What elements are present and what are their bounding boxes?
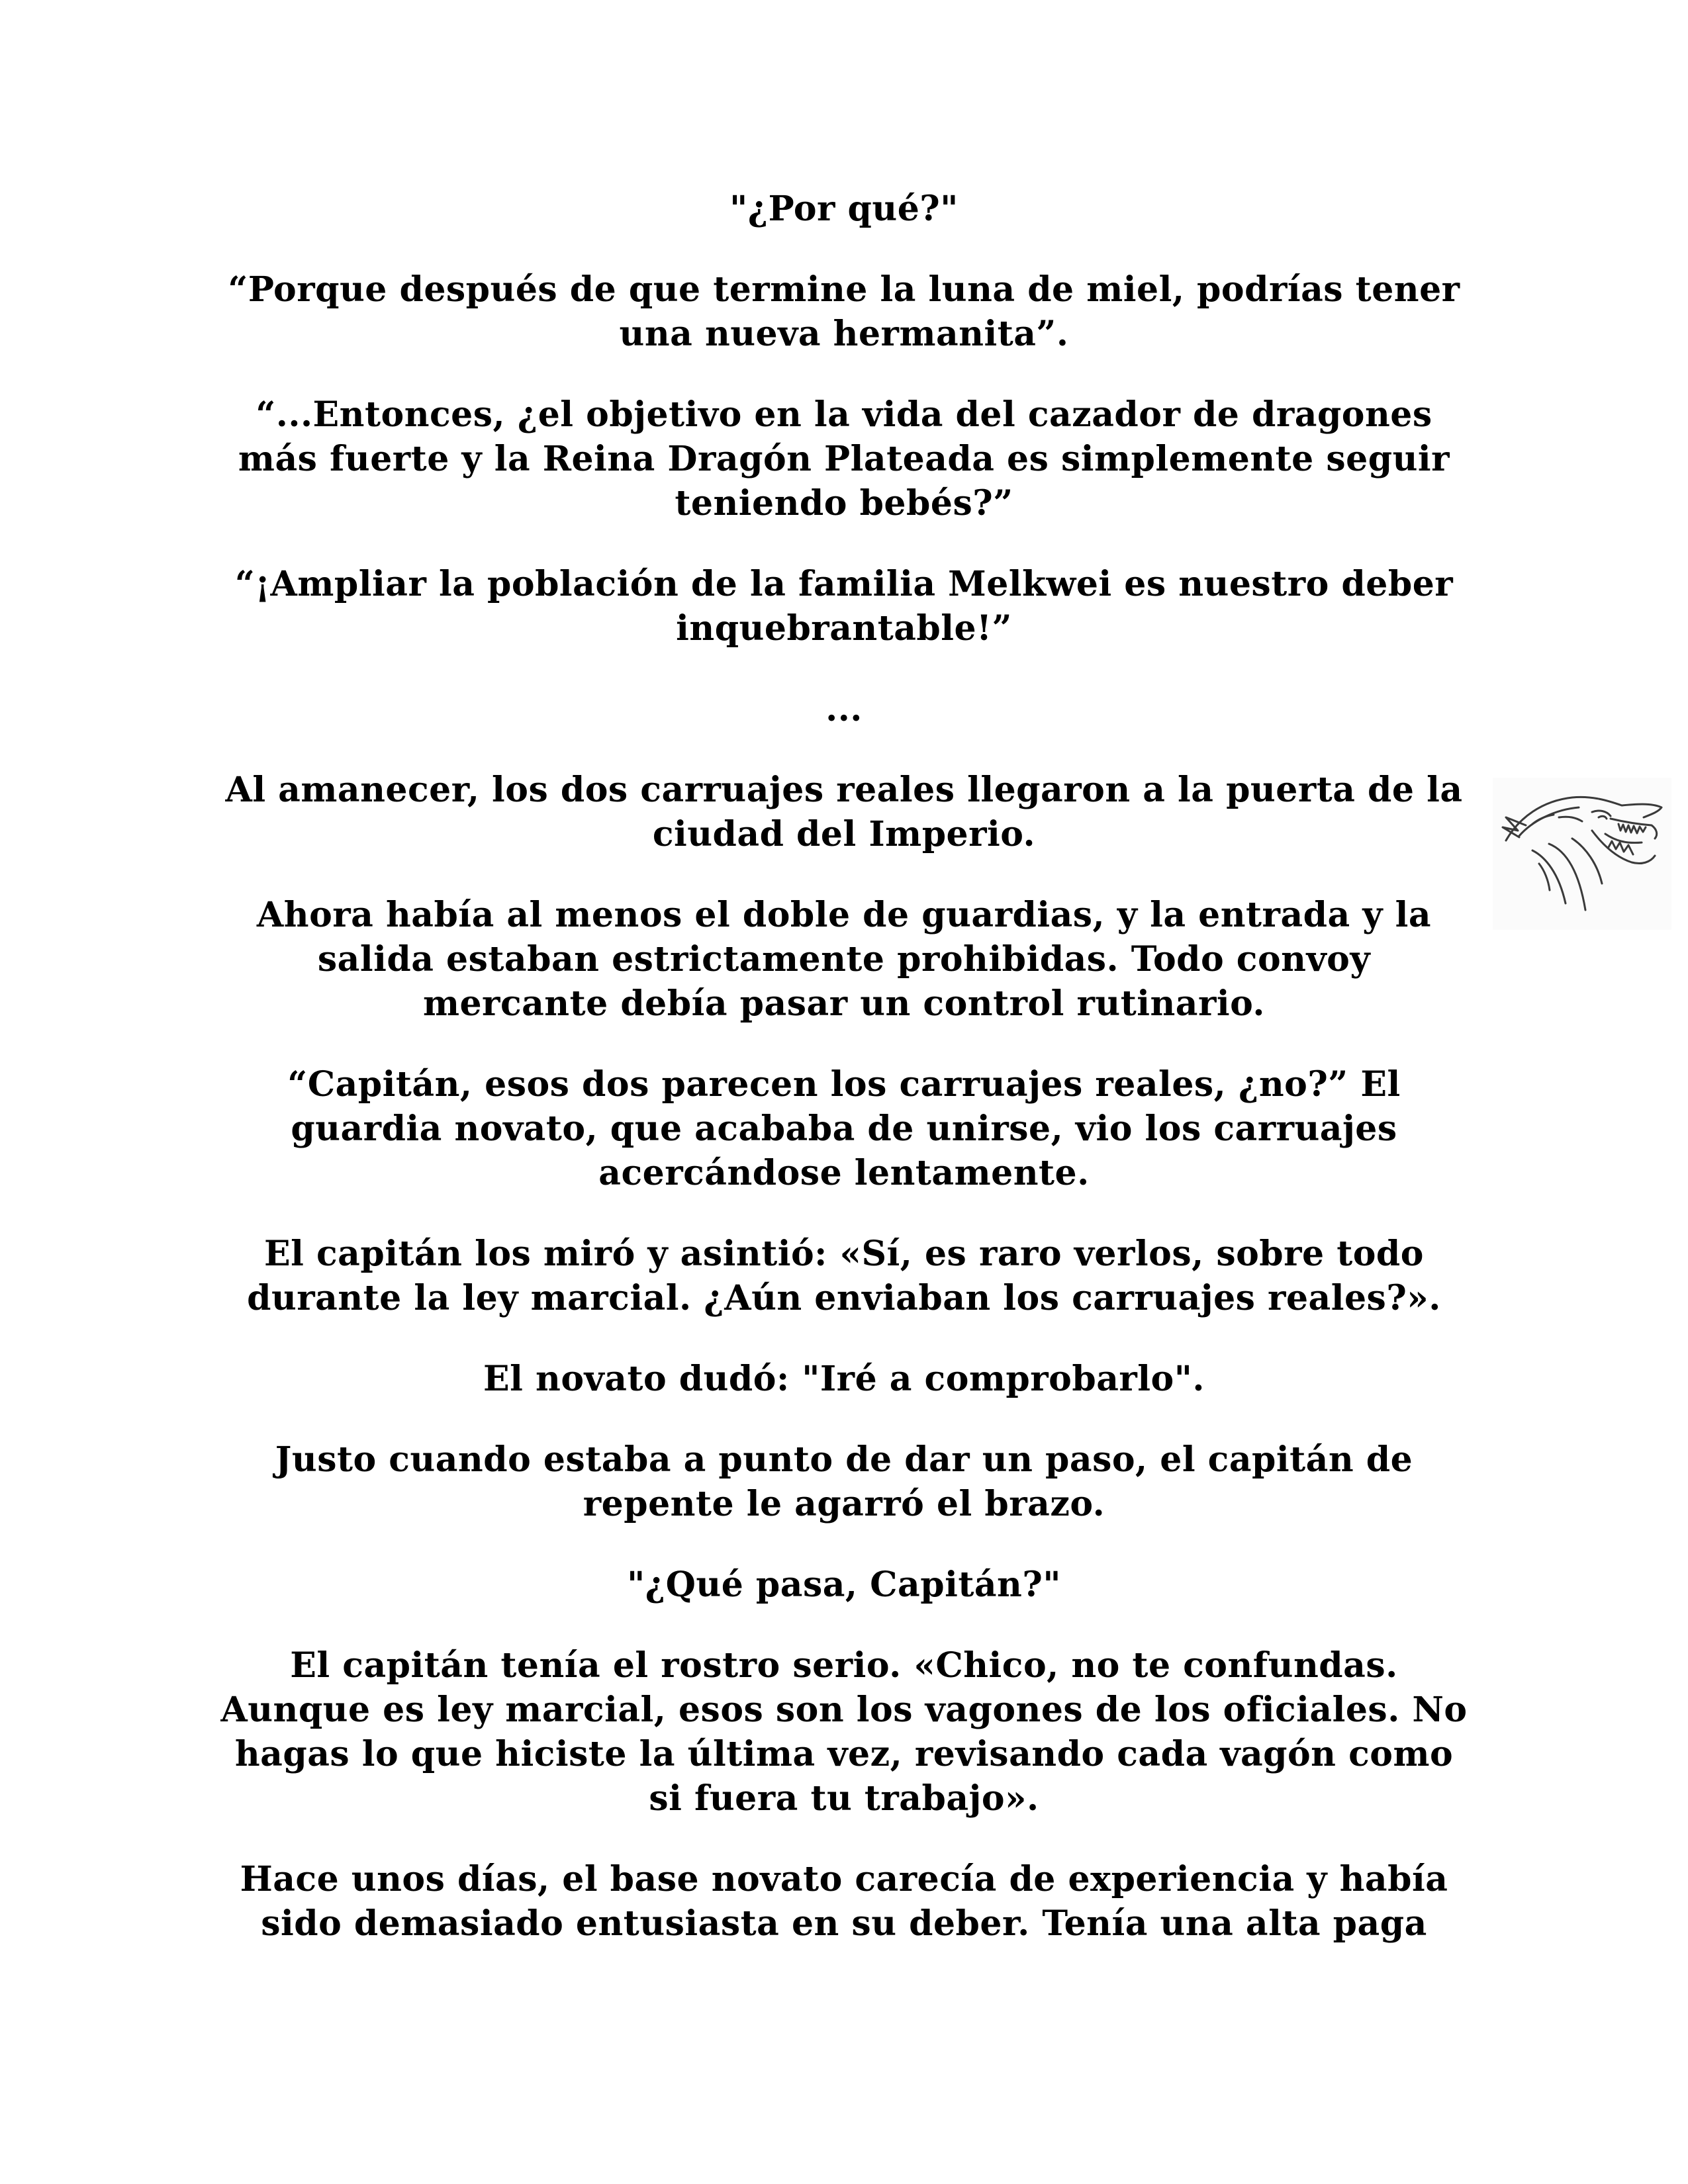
- text-line: “Porque después de que termine la luna de miel, podrías tener: [228, 269, 1460, 310]
- paragraph: [218, 1563, 1470, 1607]
- body-text: [218, 187, 1470, 1982]
- text-line: ...: [825, 689, 863, 729]
- paragraph: [218, 768, 1470, 856]
- text-line: hagas lo que hiciste la última vez, revisando cada vagón como: [234, 1734, 1454, 1774]
- text-line: inquebrantable!”: [676, 608, 1012, 649]
- paragraph: [218, 1062, 1470, 1195]
- dragon-head-logo-icon: [1493, 778, 1671, 930]
- text-line: si fuera tu trabajo».: [649, 1778, 1039, 1819]
- text-line: más fuerte y la Reina Dragón Plateada es simplemente seguir: [238, 439, 1450, 479]
- paragraph: [218, 893, 1470, 1026]
- text-line: Aunque es ley marcial, esos son los vagones de los oficiales. No: [220, 1690, 1468, 1730]
- paragraph: [218, 1857, 1470, 1946]
- text-line: Hace unos días, el base novato carecía de experiencia y había: [240, 1859, 1448, 1899]
- paragraph: [218, 1437, 1470, 1526]
- text-line: El novato dudó: "Iré a comprobarlo".: [483, 1359, 1205, 1399]
- paragraph: [218, 1232, 1470, 1320]
- text-line: durante la ley marcial. ¿Aún enviaban los carruajes reales?».: [247, 1278, 1441, 1318]
- paragraph: [218, 267, 1470, 356]
- text-line: Justo cuando estaba a punto de dar un paso, el capitán de: [275, 1439, 1413, 1480]
- text-line: mercante debía pasar un control rutinario.: [422, 983, 1266, 1024]
- text-line: Ahora había al menos el doble de guardias, y la entrada y la: [256, 895, 1432, 935]
- text-line: Al amanecer, los dos carruajes reales llegaron a la puerta de la: [225, 770, 1463, 810]
- text-line: teniendo bebés?”: [675, 483, 1013, 523]
- text-line: “¡Ampliar la población de la familia Melkwei es nuestro deber: [234, 564, 1454, 604]
- text-line: salida estaban estrictamente prohibidas. Todo convoy: [317, 939, 1371, 979]
- dragon-head-sketch-icon: [1493, 778, 1671, 930]
- text-line: El capitán los miró y asintió: «Sí, es raro verlos, sobre todo: [264, 1234, 1424, 1274]
- text-line: “Capitán, esos dos parecen los carruajes reales, ¿no?” El: [287, 1064, 1401, 1105]
- text-line: guardia novato, que acababa de unirse, vio los carruajes: [291, 1109, 1397, 1149]
- text-line: sido demasiado entusiasta en su deber. Tenía una alta paga: [261, 1903, 1427, 1944]
- text-line: repente le agarró el brazo.: [583, 1484, 1105, 1524]
- text-line: "¿Por qué?": [729, 189, 959, 229]
- paragraph: [218, 562, 1470, 651]
- paragraph: [218, 187, 1470, 231]
- paragraph: [218, 1643, 1470, 1821]
- paragraph: [218, 392, 1470, 525]
- text-line: “...Entonces, ¿el objetivo en la vida del cazador de dragones: [256, 394, 1432, 435]
- text-line: "¿Qué pasa, Capitán?": [627, 1565, 1061, 1605]
- paragraph: [218, 687, 1470, 731]
- text-line: El capitán tenía el rostro serio. «Chico, no te confundas.: [290, 1645, 1398, 1686]
- text-line: una nueva hermanita”.: [619, 314, 1069, 354]
- paragraph: [218, 1357, 1470, 1401]
- text-line: ciudad del Imperio.: [652, 814, 1036, 854]
- text-line: acercándose lentamente.: [598, 1153, 1090, 1193]
